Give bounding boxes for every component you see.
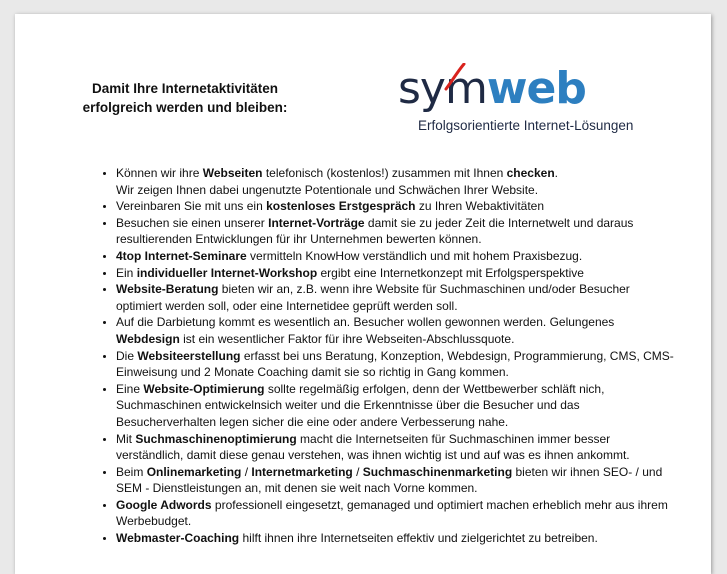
body-text: vermitteln KnowHow verständlich und mit hohem Praxisbezug. xyxy=(246,248,583,263)
body-text: telefonisch (kostenlos!) zusammen mit Ihnen xyxy=(262,166,507,180)
list-item xyxy=(116,381,676,431)
body-text: professionell eingesetzt, gemanaged und optimiert machen erheblich mehr aus ihrem Werbebudget. xyxy=(116,497,668,529)
logo-swoosh-icon xyxy=(444,63,468,91)
body-text: Vereinbaren Sie mit uns ein xyxy=(116,199,267,214)
body-text: ergibt eine Internetkonzept mit Erfolgsperspektive xyxy=(317,265,584,280)
highlight-text: Webseiten xyxy=(202,166,263,180)
tagline-line-1: Damit Ihre Internetaktivitäten xyxy=(91,81,279,96)
highlight-text: Websiteerstellung xyxy=(137,348,241,363)
body-text: / xyxy=(241,464,252,479)
body-text: Wir zeigen Ihnen dabei ungenutzte Potentionale und Schwächen Ihrer Website. xyxy=(116,182,539,197)
body-text: damit sie zu jeder Zeit die Internetwelt und daraus resultierenden Entwicklungen für ihr Unternehmen bewerten können. xyxy=(116,215,634,247)
body-text: hilft ihnen ihre Internetseiten effektiv und zielgerichtet zu betreiben. xyxy=(239,531,598,546)
body-text: sollte regelmäßig erfolgen, denn der Wettbewerber schläft nich, Suchmaschinen entwickelnsich weiter und die Erkenntnisse über die Besucher und das Besucherverhalten legen sicher die eine oder andere Verbesserung nahe. xyxy=(116,381,605,429)
highlight-text: 4top Internet-Seminare xyxy=(116,248,247,263)
body-text: Können wir ihre xyxy=(116,166,203,180)
list-item xyxy=(116,248,676,265)
highlight-text: individueller Internet-Workshop xyxy=(136,265,318,280)
body-text: Besuchen sie einen unserer xyxy=(116,215,269,230)
logo-word-sym: sym xyxy=(398,63,487,114)
tagline-line-2: erfolgreich werden und bleiben: xyxy=(82,100,288,115)
list-item xyxy=(116,215,676,248)
highlight-text: Webdesign xyxy=(116,331,180,346)
highlight-text: Internet-Vorträge xyxy=(268,215,365,230)
highlight-text: kostenloses Erstgespräch xyxy=(266,199,416,214)
list-item xyxy=(116,497,676,530)
body-text: zu Ihren Webaktivitäten xyxy=(415,199,545,214)
list-item xyxy=(116,530,676,547)
highlight-text: Website-Optimierung xyxy=(143,381,265,396)
body-text: Beim xyxy=(116,464,147,479)
service-list xyxy=(100,165,676,547)
body-text: Die xyxy=(116,348,138,363)
list-item xyxy=(116,281,676,314)
body-text: Mit xyxy=(116,431,136,446)
body-text: ist ein wesentlicher Faktor für ihre Webseiten-Abschlussquote. xyxy=(179,331,515,346)
list-item xyxy=(116,198,676,215)
body-text: . xyxy=(554,166,558,180)
highlight-text: Google Adwords xyxy=(116,497,212,512)
highlight-text: Website-Beratung xyxy=(116,282,219,297)
highlight-text: checken xyxy=(506,166,555,180)
highlight-text: Suchmaschinenoptimierung xyxy=(135,431,297,446)
logo-wordmark xyxy=(398,63,586,115)
list-item xyxy=(116,314,676,347)
logo-word-web: web xyxy=(486,63,586,114)
list-item xyxy=(116,464,676,497)
list-item xyxy=(116,348,676,381)
list-item xyxy=(116,165,676,198)
list-item xyxy=(116,431,676,464)
list-item xyxy=(116,265,676,282)
body-text: bieten wir an, z.B. wenn ihre Website für Suchmaschinen und/oder Besucher optimiert werden soll, oder eine Internetidee geprüft werden soll. xyxy=(116,282,630,313)
body-text: Auf die Darbietung kommt es wesentlich an. Besucher wollen gewonnen werden. Gelungenes xyxy=(116,315,615,330)
highlight-text: Suchmaschinenmarketing xyxy=(362,464,513,479)
body-text: bieten wir ihnen SEO- / und SEM - Dienstleistungen an, mit denen sie weit nach Vorne kommen. xyxy=(116,464,663,496)
body-text: macht die Internetseiten für Suchmaschinen immer besser verständlich, damit diese genau verstehen, was ihnen wichtig ist und auf was es ihnen ankommt. xyxy=(116,431,630,463)
logo-subtitle: Erfolgsorientierte Internet-Lösungen xyxy=(418,118,634,133)
body-text: Ein xyxy=(116,265,137,280)
highlight-text: Webmaster-Coaching xyxy=(116,531,240,546)
tagline xyxy=(80,79,290,117)
highlight-text: Internetmarketing xyxy=(251,464,353,479)
body-text: / xyxy=(352,464,363,479)
highlight-text: Onlinemarketing xyxy=(146,464,242,479)
body-text: erfasst bei uns Beratung, Konzeption, Webdesign, Programmierung, CMS, CMS-Einweisung und 2 Monate Coaching damit sie so richtig in Gang kommen. xyxy=(116,348,674,380)
body-text: Eine xyxy=(116,381,144,396)
symweb-logo[interactable] xyxy=(398,63,668,143)
